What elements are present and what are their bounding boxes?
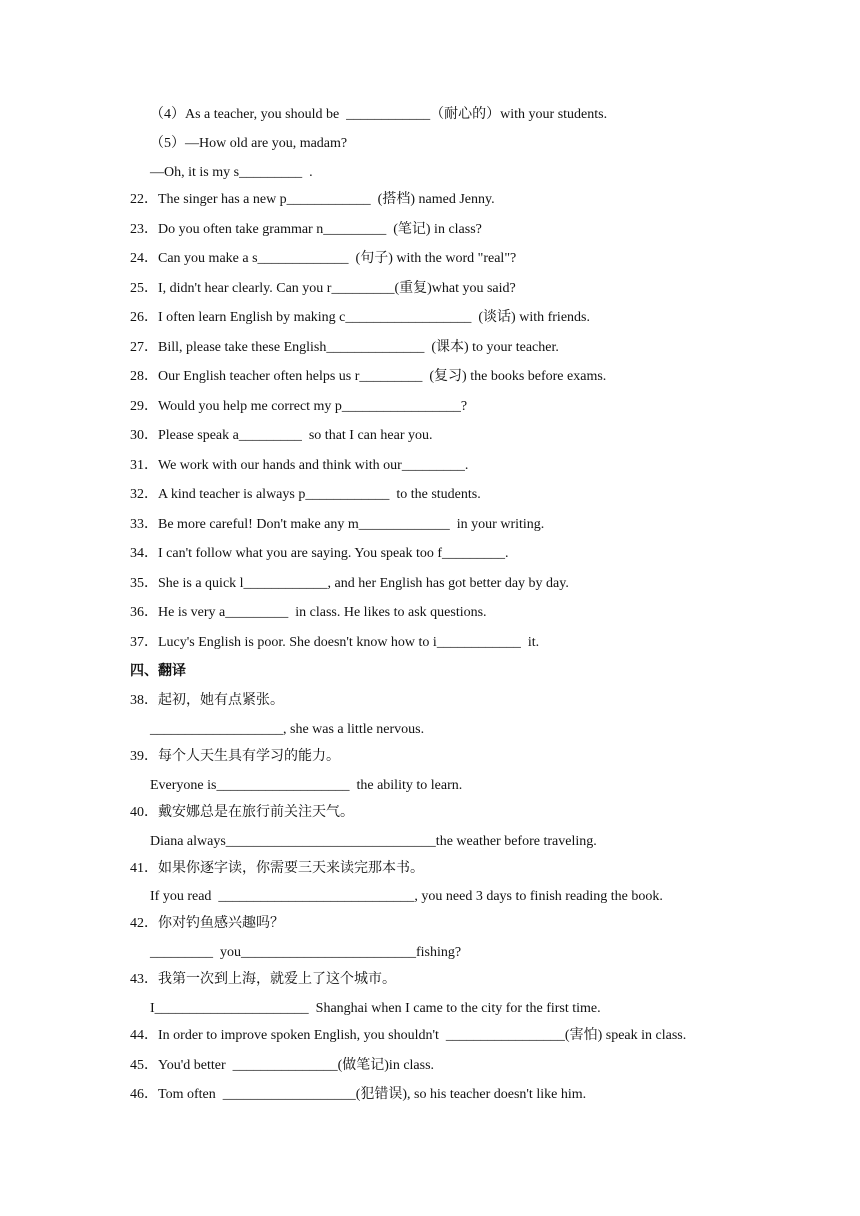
question-37: 37．Lucy's English is poor. She doesn't know how to i____________ it. [130, 635, 540, 650]
question-23: 23．Do you often take grammar n_________ (笔记) in class? [130, 222, 482, 237]
question-21-4: （4）As a teacher, you should be ____________（耐心的）with your students. [150, 107, 608, 122]
question-39-prompt: 39．每个人天生具有学习的能力。 [130, 749, 340, 764]
section-heading-translation: 四、翻译 [130, 664, 186, 679]
question-46: 46．Tom often ___________________(犯错误), so his teacher doesn't like him. [130, 1087, 587, 1102]
question-39-sentence: Everyone is___________________ the ability to learn. [150, 778, 463, 793]
question-45: 45．You'd better _______________(做笔记)in class. [130, 1058, 435, 1073]
question-38-prompt: 38．起初，她有点紧张。 [130, 693, 284, 708]
question-42-sentence: _________ you_________________________fishing? [150, 945, 462, 960]
question-29: 29．Would you help me correct my p_________________? [130, 399, 468, 414]
question-33: 33．Be more careful! Don't make any m_____________ in your writing. [130, 517, 545, 532]
question-22: 22．The singer has a new p____________ (搭档) named Jenny. [130, 192, 495, 207]
question-21-5: （5）—How old are you, madam? [150, 136, 348, 151]
question-31: 31．We work with our hands and think with our_________. [130, 458, 469, 473]
question-34: 34．I can't follow what you are saying. You speak too f_________. [130, 546, 509, 561]
question-32: 32．A kind teacher is always p____________ to the students. [130, 487, 481, 502]
question-42-prompt: 42．你对钓鱼感兴趣吗？ [130, 916, 284, 931]
question-24: 24．Can you make a s_____________ (句子) with the word "real"? [130, 251, 517, 266]
question-27: 27．Bill, please take these English______________ (课本) to your teacher. [130, 340, 559, 355]
question-30: 30．Please speak a_________ so that I can hear you. [130, 428, 433, 443]
question-25: 25．I, didn't hear clearly. Can you r_________(重复)what you said? [130, 281, 516, 296]
question-36: 36．He is very a_________ in class. He likes to ask questions. [130, 605, 487, 620]
question-28: 28．Our English teacher often helps us r_________ (复习) the books before exams. [130, 369, 607, 384]
question-43-prompt: 43．我第一次到上海，就爱上了这个城市。 [130, 972, 396, 987]
question-41-prompt: 41．如果你逐字读，你需要三天来读完那本书。 [130, 861, 424, 876]
question-41-sentence: If you read ____________________________, you need 3 days to finish reading the book. [150, 889, 663, 904]
question-40-prompt: 40．戴安娜总是在旅行前关注天气。 [130, 805, 354, 820]
question-21-5-answer: —Oh, it is my s_________ . [150, 165, 313, 180]
question-43-sentence: I______________________ Shanghai when I came to the city for the first time. [150, 1001, 601, 1016]
question-44: 44．In order to improve spoken English, you shouldn't _________________(害怕) speak in class. [130, 1028, 687, 1043]
question-35: 35．She is a quick l____________, and her English has got better day by day. [130, 576, 569, 591]
question-38-sentence: ___________________, she was a little nervous. [150, 722, 425, 737]
question-40-sentence: Diana always______________________________the weather before traveling. [150, 834, 597, 849]
question-26: 26．I often learn English by making c__________________ (谈话) with friends. [130, 310, 590, 325]
